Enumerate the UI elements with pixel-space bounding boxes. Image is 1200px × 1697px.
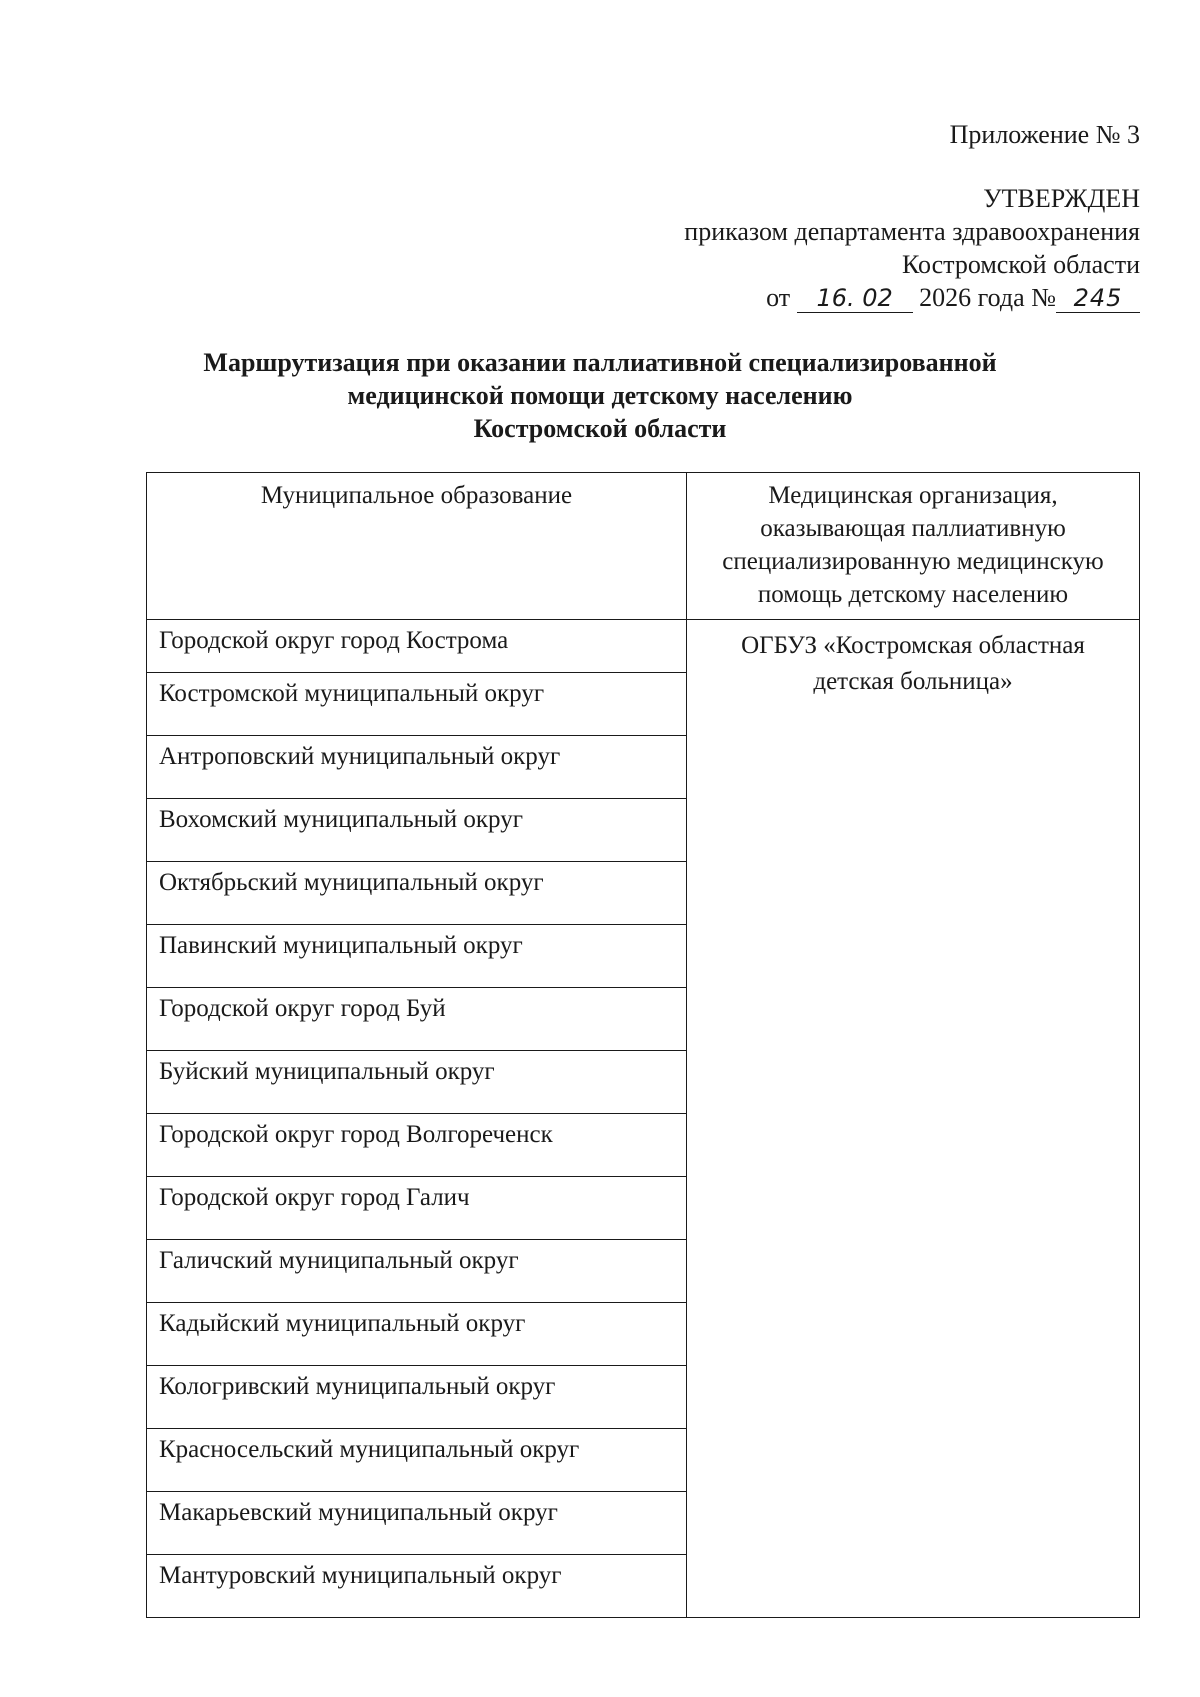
title-line-2: медицинской помощи детскому населению	[347, 381, 853, 410]
document-title	[120, 346, 1080, 445]
organization-line: ОГБУЗ «Костромская областная	[741, 632, 1085, 659]
approval-block	[540, 182, 1140, 314]
municipality-cell: Городской округ город Волгореченск	[147, 1114, 687, 1177]
organization-cell	[687, 620, 1140, 1618]
municipality-cell: Буйский муниципальный округ	[147, 1051, 687, 1114]
title-line-1: Маршрутизация при оказании паллиативной специализированной	[203, 348, 997, 377]
handwritten-order-number: 245	[1056, 284, 1140, 313]
title-line-3: Костромской области	[473, 414, 727, 443]
municipality-cell: Кологривский муниципальный округ	[147, 1366, 687, 1429]
table-row	[147, 620, 1140, 673]
municipality-cell: Городской округ город Кострома	[147, 620, 687, 673]
approved-label: УТВЕРЖДЕН	[983, 184, 1140, 213]
date-prefix: от	[766, 283, 791, 312]
organization-line: детская больница»	[813, 668, 1013, 695]
handwritten-date: 16. 02	[797, 284, 913, 313]
municipality-cell: Октябрьский муниципальный округ	[147, 862, 687, 925]
header-organization-line: Медицинская организация,	[768, 482, 1058, 509]
header-organization-line: оказывающая паллиативную	[760, 515, 1066, 542]
municipality-cell: Красносельский муниципальный округ	[147, 1429, 687, 1492]
municipality-cell: Кадыйский муниципальный округ	[147, 1303, 687, 1366]
table-header-row	[147, 473, 1140, 620]
municipality-cell: Вохомский муниципальный округ	[147, 799, 687, 862]
header-organization	[687, 473, 1140, 620]
municipality-cell: Мантуровский муниципальный округ	[147, 1555, 687, 1618]
attachment-label: Приложение № 3	[949, 120, 1140, 149]
header-organization-line: специализированную медицинскую	[722, 548, 1104, 575]
municipality-cell: Павинский муниципальный округ	[147, 925, 687, 988]
municipality-cell: Галичский муниципальный округ	[147, 1240, 687, 1303]
municipality-cell: Костромской муниципальный округ	[147, 673, 687, 736]
municipality-cell: Городской округ город Галич	[147, 1177, 687, 1240]
municipality-cell: Макарьевский муниципальный округ	[147, 1492, 687, 1555]
municipality-cell: Антроповский муниципальный округ	[147, 736, 687, 799]
header-municipality: Муниципальное образование	[147, 473, 687, 620]
header-organization-line: помощь детскому населению	[757, 581, 1069, 608]
approval-line-1: приказом департамента здравоохранения	[684, 217, 1140, 246]
year-text: 2026 года №	[919, 283, 1056, 312]
approval-date-line	[540, 281, 1140, 314]
approval-line-2: Костромской области	[901, 250, 1140, 279]
routing-table	[146, 472, 1140, 1618]
municipality-cell: Городской округ город Буй	[147, 988, 687, 1051]
